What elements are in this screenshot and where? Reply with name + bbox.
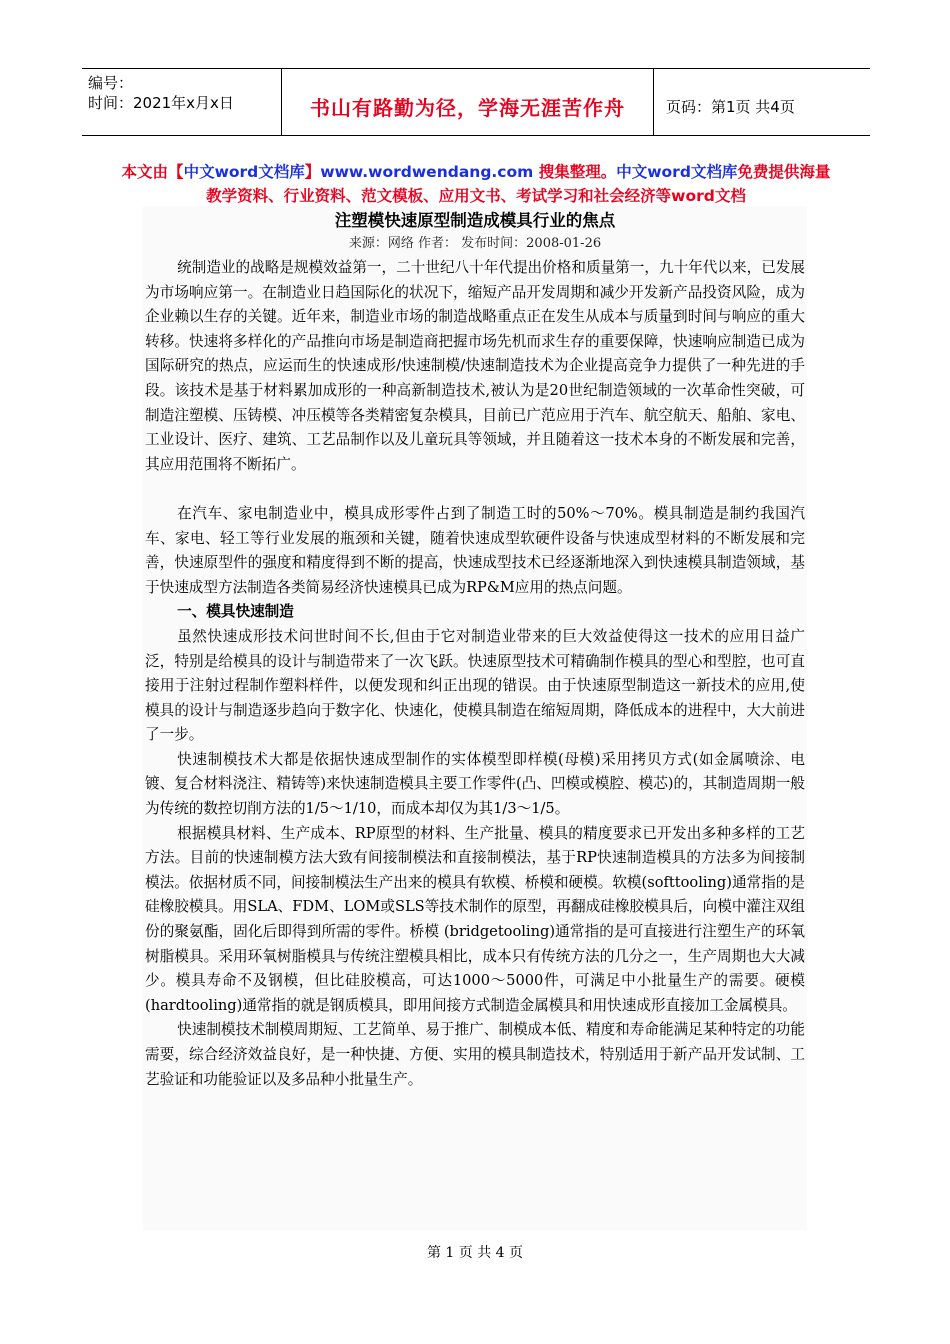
article-meta: 来源：网络 作者： 发布时间：2008-01-26 [348, 236, 602, 251]
article-paragraph: 根据模具材料、生产成本、RP原型的材料、生产批量、模具的精度要求已开发出多种多样的工艺方法。目前的快速制模方法大致有间接制模法和直接制模法，基于RP快速制造模具的方法多为间接制模法。依据材质不同，间接制模法生产出来的模具有软模、桥模和硬模。软模(softtooling)通常指的是硅橡胶模具。用SLA、FDM、LOM或SLS等技术制作的原型，再翻成硅橡胶模具后，向模中灌注双组份的聚氨酯，固化后即得到所需的零件。桥模 (bridgetooling)通常指的是可直接进行注塑生产的环氧树脂模具。采用环氧树脂模具与传统注塑模具相比，成本只有传统方法的几分之一，生产周期也大大减少。模具寿命不及钢模，但比硅胶模高，可达1000～5000件，可满足中小批量生产的需要。硬模(hardtooling)通常指的就是钢质模具，即用间接方式制造金属模具和用快速成形直接加工金属模具。 [145, 824, 805, 1014]
article-body [143, 254, 807, 1092]
header-info-cell [82, 69, 282, 135]
header-motto: 书山有路勤为径，学海无涯苦作舟 [282, 69, 654, 135]
document-time-label: 时间：2021年x月x日 [88, 94, 234, 112]
promo-banner [120, 160, 832, 208]
article [143, 206, 807, 1230]
promo-url-link[interactable]: www.wordwendang.com [320, 163, 534, 181]
article-paragraph: 在汽车、家电制造业中，模具成形零件占到了制造工时的50%～70%。模具制造是制约我国汽车、家电、轻工等行业发展的瓶颈和关键，随着快速成型软硬件设备与快速成型材料的不断发展和完善，快速原型件的强度和精度得到不断的提高，快速成型技术已经逐渐地深入到快速模具制造领域，基于快速成型方法制造各类简易经济快速模具已成为RP&M应用的热点问题。 [145, 504, 805, 596]
article-paragraph: 快速制模技术制模周期短、工艺简单、易于推广、制模成本低、精度和寿命能满足某种特定的功能需要，综合经济效益良好，是一种快捷、方便、实用的模具制造技术，特别适用于新产品开发试制、工艺验证和功能验证以及多品种小批量生产。 [145, 1021, 805, 1088]
promo-text-1: 本文由【 [121, 163, 184, 181]
promo-site-name: 中文word文档库 [183, 163, 305, 181]
article-title: 注塑模快速原型制造成模具行业的焦点 [334, 211, 616, 230]
promo-text-4: 免费提供海量教学资料、行业资料、范文模板、应用文书、考试学习和社会经济等word文档 [206, 163, 831, 205]
document-number-label: 编号： [88, 74, 134, 92]
article-paragraph: 快速制模技术大都是依据快速成型制作的实体模型即样模(母模)采用拷贝方式(如金属喷涂、电镀、复合材料浇注、精铸等)来快速制造模具主要工作零件(凸、凹模或模腔、模芯)的，其制造周期一般为传统的数控切削方法的1/5～1/10，而成本却仅为其1/3～1/5。 [145, 750, 805, 818]
header-page-info: 页码：第1页 共4页 [666, 97, 795, 116]
page-footer: 第 1 页 共 4 页 [426, 1245, 524, 1261]
promo-site-name-2: 中文word文档库 [616, 163, 738, 181]
article-paragraph: 虽然快速成形技术问世时间不长,但由于它对制造业带来的巨大效益使得这一技术的应用日益广泛，特别是给模具的设计与制造带来了一次飞跃。快速原型技术可精确制作模具的型心和型腔，也可直接用于注射过程制作塑料样件，以便发现和纠正出现的错误。由于快速原型制造这一新技术的应用,使模具的设计与制造逐步趋向于数字化、快速化，使模具制造在缩短周期，降低成本的进程中，大大前进了一步。 [145, 627, 805, 744]
promo-text-3: 搜集整理。 [533, 163, 617, 181]
section-heading: 一、模具快速制造 [177, 603, 294, 621]
promo-text-2: 】 [304, 163, 321, 181]
page-header [82, 68, 870, 136]
article-paragraph: 统制造业的战略是规模效益第一，二十世纪八十年代提出价格和质量第一，九十年代以来，已发展为市场响应第一。在制造业日趋国际化的状况下，缩短产品开发周期和减少开发新产品投资风险，成为企业赖以生存的关键。近年来，制造业市场的制造战略重点正在发生从成本与质量到时间与响应的重大转移。快速将多样化的产品推向市场是制造商把握市场先机而求生存的重要保障，快速响应制造已成为国际研究的热点，应运而生的快速成形/快速制模/快速制造技术为企业提高竞争力提供了一种先进的手段。该技术是基于材料累加成形的一种高新制造技术,被认为是20世纪制造领域的一次革命性突破，可制造注塑模、压铸模、冲压模等各类精密复杂模具，目前已广范应用于汽车、航空航天、船舶、家电、工业设计、医疗、建筑、工艺品制作以及儿童玩具等领域，并且随着这一技术本身的不断发展和完善，其应用范围将不断拓广。 [145, 259, 805, 473]
